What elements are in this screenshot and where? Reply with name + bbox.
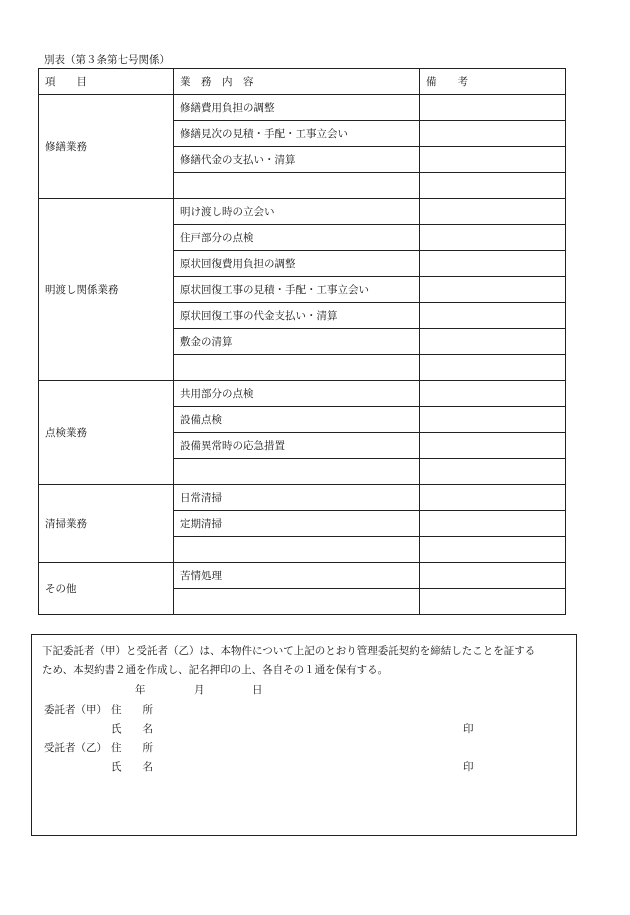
- business-content-cell: 原状回復工事の代金支払い・清算: [174, 303, 420, 329]
- remarks-cell: [420, 121, 566, 147]
- remarks-cell: [420, 303, 566, 329]
- section-title: 修繕業務: [39, 95, 174, 199]
- date-day: 日: [252, 684, 263, 696]
- business-content-cell: 修繕見次の見積・手配・工事立会い: [174, 121, 420, 147]
- table-header-row: [39, 69, 566, 95]
- table-caption: 別表（第３条第七号関係）: [44, 54, 170, 66]
- table-row: [39, 485, 566, 511]
- remarks-cell: [420, 251, 566, 277]
- consignor-label: 委託者（甲）: [44, 704, 107, 716]
- consignor-seal: 印: [463, 723, 474, 735]
- date-month: 月: [194, 684, 205, 696]
- remarks-cell: [420, 147, 566, 173]
- business-content-cell: [174, 459, 420, 485]
- remarks-cell: [420, 225, 566, 251]
- business-content-cell: 設備異常時の応急措置: [174, 433, 420, 459]
- certification-box: [31, 634, 577, 836]
- table-row: [39, 381, 566, 407]
- remarks-cell: [420, 355, 566, 381]
- table-row: [39, 199, 566, 225]
- date-year: 年: [135, 684, 146, 696]
- business-content-cell: [174, 173, 420, 199]
- cert-line-1: 下記委託者（甲）と受託者（乙）は、本物件について上記のとおり管理委託契約を締結したことを証する: [42, 645, 536, 657]
- business-content-cell: 修繕費用負担の調整: [174, 95, 420, 121]
- cert-line-2: ため、本契約書２通を作成し、記名押印の上、各自その１通を保有する。: [42, 664, 389, 676]
- business-table: [38, 68, 566, 615]
- header-content: 業 務 内 容: [174, 69, 420, 95]
- remarks-cell: [420, 381, 566, 407]
- business-content-cell: 共用部分の点検: [174, 381, 420, 407]
- business-content-cell: 苦情処理: [174, 563, 420, 589]
- consignor-name-label: 氏 名: [111, 723, 153, 735]
- remarks-cell: [420, 433, 566, 459]
- remarks-cell: [420, 407, 566, 433]
- consignee-name-label: 氏 名: [111, 761, 153, 773]
- remarks-cell: [420, 277, 566, 303]
- business-content-cell: 設備点検: [174, 407, 420, 433]
- consignor-address-label: 住 所: [111, 704, 153, 716]
- business-content-cell: 日常清掃: [174, 485, 420, 511]
- business-content-cell: 敷金の清算: [174, 329, 420, 355]
- remarks-cell: [420, 511, 566, 537]
- table-row: [39, 563, 566, 589]
- remarks-cell: [420, 329, 566, 355]
- remarks-cell: [420, 459, 566, 485]
- remarks-cell: [420, 199, 566, 225]
- section-title: その他: [39, 563, 174, 615]
- business-content-cell: [174, 355, 420, 381]
- business-content-cell: 原状回復工事の見積・手配・工事立会い: [174, 277, 420, 303]
- table-row: [39, 95, 566, 121]
- business-content-cell: 定期清掃: [174, 511, 420, 537]
- remarks-cell: [420, 589, 566, 615]
- remarks-cell: [420, 173, 566, 199]
- consignee-seal: 印: [463, 761, 474, 773]
- business-content-cell: [174, 589, 420, 615]
- section-title: 点検業務: [39, 381, 174, 485]
- remarks-cell: [420, 563, 566, 589]
- section-title: 清掃業務: [39, 485, 174, 563]
- header-item: 項 目: [39, 69, 174, 95]
- remarks-cell: [420, 485, 566, 511]
- business-content-cell: [174, 537, 420, 563]
- business-content-cell: 原状回復費用負担の調整: [174, 251, 420, 277]
- consignee-address-label: 住 所: [111, 742, 153, 754]
- business-content-cell: 住戸部分の点検: [174, 225, 420, 251]
- remarks-cell: [420, 95, 566, 121]
- header-remarks: 備 考: [420, 69, 566, 95]
- consignee-label: 受託者（乙）: [44, 742, 107, 754]
- section-title: 明渡し関係業務: [39, 199, 174, 381]
- business-content-cell: 明け渡し時の立会い: [174, 199, 420, 225]
- remarks-cell: [420, 537, 566, 563]
- business-content-cell: 修繕代金の支払い・清算: [174, 147, 420, 173]
